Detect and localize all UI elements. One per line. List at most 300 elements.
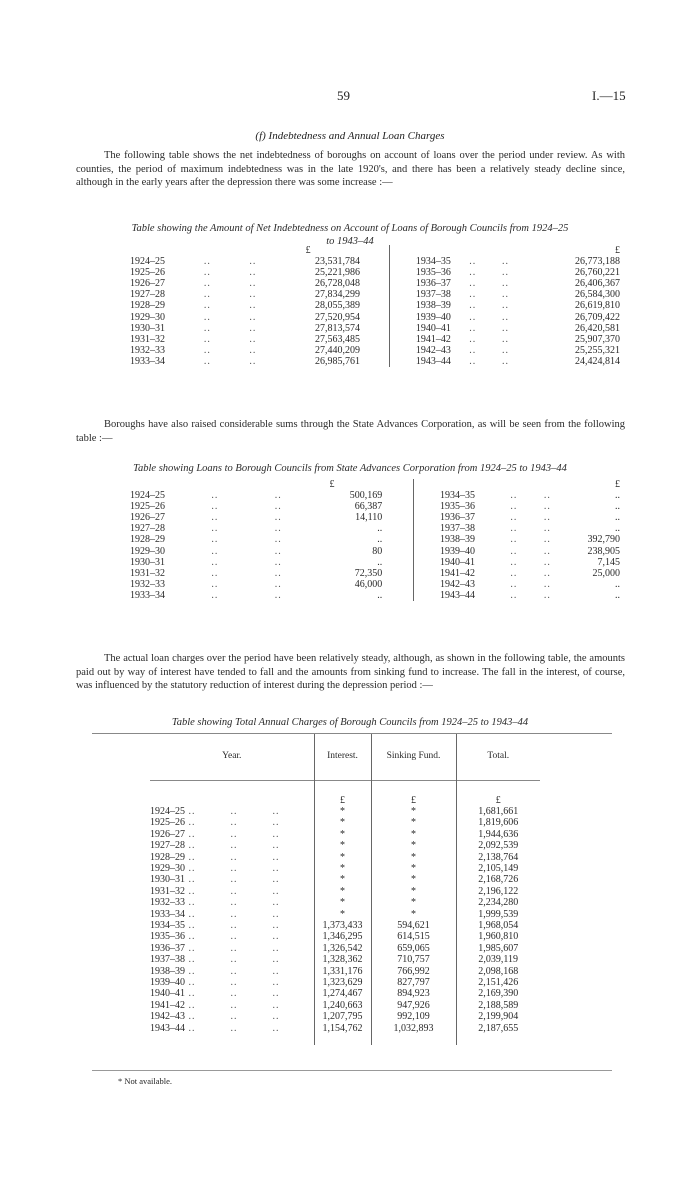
table2-row (130, 523, 620, 534)
series-reference: I.—15 (592, 88, 626, 103)
table2-amount-left: .. (377, 589, 383, 601)
table3-year: 1930–31 (150, 874, 185, 886)
table2-currency-right: £ (615, 479, 620, 490)
table1-row (130, 300, 620, 311)
leader-dots: .. (249, 355, 257, 367)
table2-row (130, 501, 620, 512)
leader-dots: .. (274, 512, 282, 524)
table3-year-cell (150, 1011, 314, 1022)
leader-dots: .. (510, 589, 518, 601)
table3-row (150, 829, 540, 840)
leader-dots: .. (501, 344, 509, 356)
leader-dots: .. (211, 490, 219, 502)
table2-year-right: 1939–40 (413, 546, 497, 557)
leader-dots: .. (211, 534, 219, 546)
table3-interest: * (314, 852, 371, 863)
table3-total: 1,960,810 (456, 931, 540, 942)
table3-interest: * (314, 817, 371, 828)
table3-row (150, 988, 540, 999)
table1-year-right: 1942–43 (389, 345, 456, 356)
table3-year: 1939–40 (150, 977, 185, 988)
table3-row (150, 920, 540, 931)
table1-row (130, 312, 620, 323)
leader-dots: .. (249, 278, 257, 290)
table2-row (130, 512, 620, 523)
table1-year-left: 1931–32 (130, 333, 165, 345)
table1-amount-left: 27,813,574 (314, 322, 360, 334)
table3-header-interest: Interest. (314, 734, 371, 781)
table2-year-right: 1942–43 (413, 579, 497, 590)
table3-year-cell (150, 988, 314, 999)
table2-amount-left: 80 (372, 545, 383, 557)
leader-dots: .. (543, 545, 551, 557)
leader-dots: .. (501, 256, 509, 268)
table1-row (130, 289, 620, 300)
table3-total: 2,092,539 (456, 840, 540, 851)
table1-year-right: 1935–36 (389, 267, 456, 278)
table1-amount-right: 26,773,188 (575, 256, 620, 268)
table3-caption: Table showing Total Annual Charges of Borough Councils from 1924–25 to 1943–44 (171, 717, 529, 728)
table3-interest: 1,346,295 (314, 931, 371, 942)
table3-year: 1940–41 (150, 988, 185, 1000)
table3-interest: 1,154,762 (314, 1023, 371, 1034)
leader-dots: .. (249, 344, 257, 356)
table1-row (130, 267, 620, 278)
table3-year-cell (150, 840, 314, 851)
leader-dots: .. (510, 512, 518, 524)
table1-year-left: 1927–28 (130, 289, 165, 301)
leader-dots: .. (249, 300, 257, 312)
leader-dots: .. (274, 490, 282, 502)
table2-amount-left: 500,169 (349, 490, 383, 502)
leader-dots: .. (501, 267, 509, 279)
leader-dots: .. .. .. (185, 840, 280, 852)
table3-interest: 1,331,176 (314, 966, 371, 977)
leader-dots: .. (501, 311, 509, 323)
table3-year: 1929–30 (150, 862, 185, 874)
table3-year: 1934–35 (150, 919, 185, 931)
leader-dots: .. (274, 589, 282, 601)
table3-sinking-fund: * (371, 840, 456, 851)
table1-amount-right: 26,709,422 (575, 311, 620, 323)
table3-unit-total: £ (456, 795, 540, 806)
table1-currency-row (130, 245, 620, 256)
table1-amount-right: 26,760,221 (575, 267, 620, 279)
table3-row (150, 954, 540, 965)
table2-row (130, 546, 620, 557)
table3-total: 2,199,904 (456, 1011, 540, 1022)
table3-interest: * (314, 863, 371, 874)
table3-year: 1935–36 (150, 931, 185, 943)
table1-amount-right: 26,619,810 (575, 300, 620, 312)
table1-amount-left: 26,985,761 (314, 355, 360, 367)
table3-year-cell (150, 863, 314, 874)
table1-year-right: 1941–42 (389, 334, 456, 345)
table3-total: 2,105,149 (456, 863, 540, 874)
table3-year-cell (150, 852, 314, 863)
leader-dots: .. .. .. (185, 862, 280, 874)
table3-total: 2,196,122 (456, 886, 540, 897)
table3-sinking-fund: 659,065 (371, 943, 456, 954)
table2-amount-left: 66,387 (354, 501, 383, 513)
table3-unit-sinking: £ (371, 795, 456, 806)
table1-year-left: 1930–31 (130, 322, 165, 334)
leader-dots: .. (203, 267, 211, 279)
table2-year-left: 1926–27 (130, 512, 165, 524)
leader-dots: .. .. .. (185, 1022, 280, 1034)
leader-dots: .. (211, 512, 219, 524)
table2-amount-left: 14,110 (355, 512, 383, 524)
leader-dots: .. (510, 545, 518, 557)
table1-amount-left: 23,531,784 (314, 256, 360, 268)
table3-year-cell (150, 817, 314, 828)
table2-amount-right: 7,145 (597, 556, 620, 568)
table1-caption-line2: to 1943–44 (326, 236, 374, 247)
table1-amount-right: 25,255,321 (575, 344, 620, 356)
table3-interest: * (314, 886, 371, 897)
table2-amount-left: .. (377, 523, 383, 535)
table2-state-advances-loans (130, 479, 620, 601)
leader-dots: .. .. .. (185, 988, 280, 1000)
table1-year-left: 1933–34 (130, 355, 165, 367)
table3-sinking-fund: 594,621 (371, 920, 456, 931)
table3-year: 1924–25 (150, 805, 185, 817)
table3-total: 2,138,764 (456, 852, 540, 863)
loan-charges-paragraph: The actual loan charges over the period have been relatively steady, although, as shown in the following table, the amounts paid out by way of interest have tended to fall and the amounts from sinking fund to increase. The fall in the interest, of course, was influenced by the statutory reduction of interest during the depression period :— (76, 653, 625, 692)
table2-amount-right: .. (615, 512, 620, 524)
table3-interest: * (314, 840, 371, 851)
leader-dots: .. (203, 278, 211, 290)
table2-year-left: 1927–28 (130, 523, 165, 535)
table1-amount-right: 25,907,370 (575, 333, 620, 345)
leader-dots: .. (211, 567, 219, 579)
table1-amount-left: 27,440,209 (314, 344, 360, 356)
table3-year-cell (150, 943, 314, 954)
leader-dots: .. (249, 289, 257, 301)
table2-amount-left: .. (377, 534, 383, 546)
table1-year-right: 1943–44 (389, 356, 456, 367)
table3-sinking-fund: 766,992 (371, 966, 456, 977)
table1-year-left: 1929–30 (130, 311, 165, 323)
leader-dots: .. (203, 256, 211, 268)
table1-year-right: 1936–37 (389, 278, 456, 289)
table3-year-cell (150, 954, 314, 965)
table3-row (150, 806, 540, 817)
table3-year-cell (150, 977, 314, 988)
table3-unit-year (150, 795, 314, 806)
leader-dots: .. (543, 589, 551, 601)
table3-sinking-fund: 992,109 (371, 1011, 456, 1022)
table3-total: 2,234,280 (456, 897, 540, 908)
table1-row (130, 345, 620, 356)
table3-sinking-fund: * (371, 886, 456, 897)
table3-row (150, 886, 540, 897)
table3-row (150, 931, 540, 942)
leader-dots: .. (469, 311, 477, 323)
leader-dots: .. (501, 355, 509, 367)
leader-dots: .. (203, 355, 211, 367)
table3-year-cell (150, 909, 314, 920)
table2-row (130, 490, 620, 501)
table1-row (130, 278, 620, 289)
table1-row (130, 256, 620, 267)
leader-dots: .. (510, 567, 518, 579)
table2-row (130, 568, 620, 579)
leader-dots: .. (469, 333, 477, 345)
table1-amount-left: 27,520,954 (314, 311, 360, 323)
table3-row (150, 977, 540, 988)
table2-currency-row (130, 479, 620, 490)
table1-year-left: 1925–26 (130, 267, 165, 279)
table3-row (150, 874, 540, 885)
table1-year-right: 1938–39 (389, 300, 456, 311)
table3-year: 1933–34 (150, 908, 185, 920)
leader-dots: .. (501, 322, 509, 334)
table2-year-left: 1930–31 (130, 556, 165, 568)
table3-year-cell (150, 1023, 314, 1034)
leader-dots: .. (249, 256, 257, 268)
table3-sinking-fund: 947,926 (371, 1000, 456, 1011)
table3-sinking-fund: * (371, 806, 456, 817)
table2-amount-left: 46,000 (354, 578, 383, 590)
table3-row (150, 863, 540, 874)
table1-row (130, 323, 620, 334)
table3-year-cell (150, 966, 314, 977)
table3-interest: 1,326,542 (314, 943, 371, 954)
leader-dots: .. (469, 278, 477, 290)
leader-dots: .. (501, 300, 509, 312)
table3-interest: 1,240,663 (314, 1000, 371, 1011)
table3-row (150, 966, 540, 977)
table3-header-sinking-fund: Sinking Fund. (371, 734, 456, 781)
table3-unit-interest: £ (314, 795, 371, 806)
leader-dots: .. (469, 322, 477, 334)
table3-year: 1936–37 (150, 942, 185, 954)
table1-amount-left: 28,055,389 (314, 300, 360, 312)
leader-dots: .. (469, 289, 477, 301)
leader-dots: .. .. .. (185, 897, 280, 909)
table1-amount-right: 26,406,367 (575, 278, 620, 290)
leader-dots: .. (501, 333, 509, 345)
table3-interest: 1,323,629 (314, 977, 371, 988)
table3-row (150, 909, 540, 920)
table2-row (130, 579, 620, 590)
table2-year-left: 1925–26 (130, 501, 165, 513)
table2-amount-left: 72,350 (354, 567, 383, 579)
table2-year-left: 1931–32 (130, 567, 165, 579)
leader-dots: .. (203, 311, 211, 323)
table3-total: 1,968,054 (456, 920, 540, 931)
table3-total: 1,819,606 (456, 817, 540, 828)
table2-amount-right: .. (615, 589, 620, 601)
table3-bottom-rule (92, 1070, 612, 1071)
table2-year-left: 1932–33 (130, 578, 165, 590)
table3-sinking-fund: 894,923 (371, 988, 456, 999)
table3-row (150, 1023, 540, 1034)
leader-dots: .. (203, 322, 211, 334)
table3-year-cell (150, 931, 314, 942)
table3-sinking-fund: * (371, 909, 456, 920)
table3-year: 1925–26 (150, 817, 185, 829)
table1-row (130, 356, 620, 367)
leader-dots: .. (203, 344, 211, 356)
table3-total: 1,985,607 (456, 943, 540, 954)
table3-total: 1,999,539 (456, 909, 540, 920)
leader-dots: .. .. .. (185, 942, 280, 954)
table3-row (150, 840, 540, 851)
table3-total: 2,187,655 (456, 1023, 540, 1034)
table3-year-cell (150, 920, 314, 931)
leader-dots: .. .. .. (185, 919, 280, 931)
table3-interest: * (314, 897, 371, 908)
table3-year-cell (150, 886, 314, 897)
table3-year: 1938–39 (150, 965, 185, 977)
table1-year-left: 1924–25 (130, 256, 165, 268)
table3-sinking-fund: 710,757 (371, 954, 456, 965)
table2-row (130, 534, 620, 545)
page-number: 59 (337, 88, 350, 103)
leader-dots: .. (501, 289, 509, 301)
leader-dots: .. (510, 556, 518, 568)
leader-dots: .. (543, 578, 551, 590)
table3-interest: * (314, 909, 371, 920)
table3-sinking-fund: * (371, 863, 456, 874)
table2-amount-right: .. (615, 578, 620, 590)
table2-year-left: 1929–30 (130, 545, 165, 557)
leader-dots: .. .. .. (185, 828, 280, 840)
table3-interest: 1,274,467 (314, 988, 371, 999)
leader-dots: .. (543, 534, 551, 546)
table3-sinking-fund: * (371, 817, 456, 828)
leader-dots: .. .. .. (185, 1011, 280, 1023)
leader-dots: .. (249, 267, 257, 279)
table2-year-right: 1941–42 (413, 568, 497, 579)
table3-interest: * (314, 874, 371, 885)
table2-year-right: 1940–41 (413, 557, 497, 568)
table1-net-indebtedness (130, 245, 620, 367)
table2-year-left: 1933–34 (130, 589, 165, 601)
leader-dots: .. .. .. (185, 817, 280, 829)
table2-year-right: 1936–37 (413, 512, 497, 523)
intro-paragraph: The following table shows the net indebtedness of boroughs on account of loans over the period under review. As with counties, the period of maximum indebtedness was in the late 1920's, and there has been a relatively steady decline since, although in the early years after the depression there was some increase :— (76, 150, 625, 189)
table3-sinking-fund: * (371, 829, 456, 840)
leader-dots: .. (211, 556, 219, 568)
leader-dots: .. (211, 545, 219, 557)
table3-row (150, 817, 540, 828)
table1-year-right: 1939–40 (389, 312, 456, 323)
leader-dots: .. .. .. (185, 977, 280, 988)
table1-row (130, 334, 620, 345)
table2-year-left: 1924–25 (130, 490, 165, 502)
table1-amount-left: 25,221,986 (314, 267, 360, 279)
table3-year-cell (150, 897, 314, 908)
table1-year-left: 1928–29 (130, 300, 165, 312)
table3-row (150, 1011, 540, 1022)
table2-year-right: 1937–38 (413, 523, 497, 534)
leader-dots: .. (543, 556, 551, 568)
leader-dots: .. (543, 490, 551, 502)
table3-year: 1926–27 (150, 828, 185, 840)
table3-row (150, 897, 540, 908)
table3-interest: 1,328,362 (314, 954, 371, 965)
table2-row (130, 557, 620, 568)
table3-sinking-fund: 1,032,893 (371, 1023, 456, 1034)
leader-dots: .. (274, 578, 282, 590)
table2-amount-right: 25,000 (592, 567, 620, 579)
table1-year-right: 1934–35 (389, 256, 456, 267)
table3-interest: 1,373,433 (314, 920, 371, 931)
leader-dots: .. (274, 534, 282, 546)
leader-dots: .. (510, 490, 518, 502)
table1-amount-right: 26,584,300 (575, 289, 620, 301)
table3-year: 1931–32 (150, 885, 185, 897)
leader-dots: .. (543, 523, 551, 535)
table1-amount-right: 26,420,581 (575, 322, 620, 334)
table3-year-cell (150, 1000, 314, 1011)
table3-total: 1,944,636 (456, 829, 540, 840)
leader-dots: .. (543, 567, 551, 579)
table3-total: 2,188,589 (456, 1000, 540, 1011)
table1-amount-left: 26,728,048 (314, 278, 360, 290)
table2-amount-right: .. (615, 501, 620, 513)
table3-year: 1932–33 (150, 897, 185, 909)
table3-footnote: * Not available. (118, 1076, 173, 1086)
leader-dots: .. .. .. (185, 885, 280, 897)
table3-interest: 1,207,795 (314, 1011, 371, 1022)
table1-year-right: 1940–41 (389, 323, 456, 334)
table2-amount-right: 238,905 (587, 545, 620, 557)
table2-amount-left: .. (377, 556, 383, 568)
table3-year: 1927–28 (150, 840, 185, 852)
leader-dots: .. (469, 300, 477, 312)
table2-row (130, 590, 620, 601)
table1-amount-left: 27,563,485 (314, 333, 360, 345)
leader-dots: .. (211, 578, 219, 590)
table3-sinking-fund: * (371, 874, 456, 885)
leader-dots: .. .. .. (185, 954, 280, 966)
table2-year-left: 1928–29 (130, 534, 165, 546)
leader-dots: .. (543, 512, 551, 524)
table2-year-right: 1943–44 (413, 590, 497, 601)
leader-dots: .. (211, 523, 219, 535)
leader-dots: .. (469, 256, 477, 268)
leader-dots: .. (274, 523, 282, 535)
table2-currency-left: £ (329, 479, 335, 490)
leader-dots: .. (274, 567, 282, 579)
table1-currency-left: £ (305, 245, 311, 256)
table2-amount-right: 392,790 (587, 534, 620, 546)
leader-dots: .. (510, 534, 518, 546)
leader-dots: .. (274, 545, 282, 557)
table3-row (150, 1000, 540, 1011)
table3-total: 2,039,119 (456, 954, 540, 965)
table3-year-cell (150, 806, 314, 817)
table3-year-cell (150, 874, 314, 885)
table3-header-year: Year. (222, 751, 242, 762)
table3-total: 2,098,168 (456, 966, 540, 977)
table1-year-right: 1937–38 (389, 289, 456, 300)
leader-dots: .. (274, 556, 282, 568)
table3-sinking-fund: 614,515 (371, 931, 456, 942)
leader-dots: .. (203, 300, 211, 312)
table3-total: 2,168,726 (456, 874, 540, 885)
leader-dots: .. .. .. (185, 931, 280, 943)
leader-dots: .. (274, 501, 282, 513)
leader-dots: .. .. .. (185, 851, 280, 863)
table1-year-left: 1932–33 (130, 344, 165, 356)
leader-dots: .. .. .. (185, 805, 280, 817)
leader-dots: .. (249, 322, 257, 334)
